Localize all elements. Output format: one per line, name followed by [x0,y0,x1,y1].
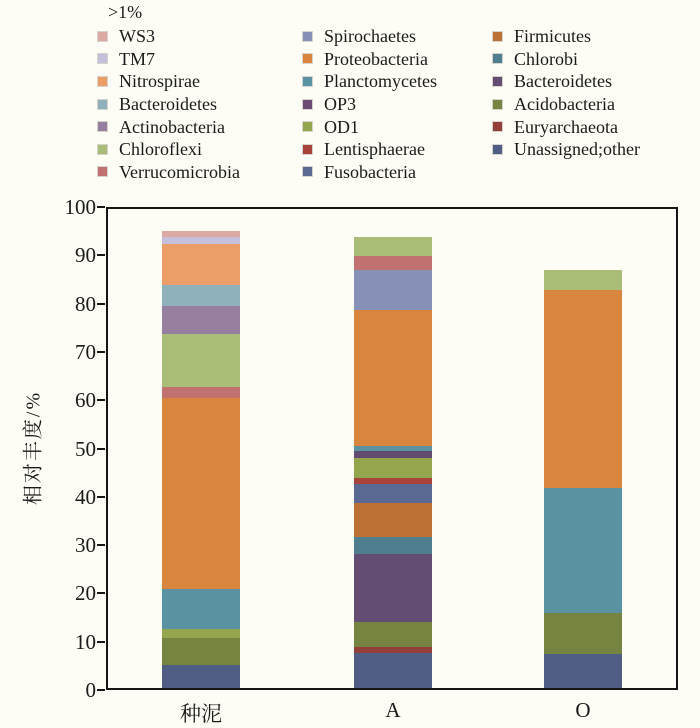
legend-swatch-icon [492,31,503,42]
legend-swatch-icon [302,31,313,42]
legend-swatch-icon [492,121,503,132]
y-tick-mark [97,399,105,401]
legend-item [97,48,240,71]
y-tick-label: 10 [75,629,96,654]
legend-item [97,70,240,93]
legend-item [97,115,240,138]
y-tick-mark [97,592,105,594]
legend-swatch-icon [302,166,313,177]
legend-item [302,93,437,116]
legend-swatch-icon [97,99,108,110]
legend-item [492,25,640,48]
legend-item [302,70,437,93]
legend-swatch-icon [97,166,108,177]
y-tick-mark [97,303,105,305]
legend-swatch-icon [302,53,313,64]
legend-label: OP3 [324,94,357,115]
legend-swatch-icon [302,121,313,132]
legend-item [302,161,437,184]
legend-item [97,161,240,184]
y-tick-label: 70 [75,339,96,364]
legend-label: Bacteroidetes [514,71,612,92]
legend-label: Acidobacteria [514,94,615,115]
y-tick-label: 80 [75,291,96,316]
y-tick-mark [97,351,105,353]
legend-label: TM7 [119,48,155,69]
y-tick-mark [97,206,105,208]
legend-title: >1% [108,2,143,22]
legend-label: Proteobacteria [324,48,428,69]
legend-swatch-icon [492,53,503,64]
legend-label: Nitrospirae [119,71,200,92]
legend-item [492,93,640,116]
y-tick-label: 60 [75,388,96,413]
legend-column-2 [302,25,437,183]
legend-item [302,115,437,138]
legend-label: Planctomycetes [324,71,437,92]
legend-swatch-icon [302,76,313,87]
y-tick-label: 40 [75,484,96,509]
legend-item [97,138,240,161]
legend-item [97,93,240,116]
legend-label: Spirochaetes [324,26,416,47]
legend-swatch-icon [492,99,503,110]
legend-label: Lentisphaerae [324,139,425,160]
legend-swatch-icon [97,121,108,132]
y-tick-mark [97,496,105,498]
legend-swatch-icon [302,144,313,155]
y-tick-label: 0 [85,678,96,702]
legend-label: Verrucomicrobia [119,161,240,182]
legend-label: Bacteroidetes [119,94,217,115]
legend-swatch-icon [97,31,108,42]
legend-item [492,115,640,138]
legend-label: OD1 [324,116,359,137]
legend-item [492,70,640,93]
legend-label: WS3 [119,26,155,47]
legend-label: Unassigned;other [514,139,640,160]
legend-item [97,25,240,48]
legend-label: Fusobacteria [324,161,416,182]
y-tick-label: 90 [75,243,96,268]
plot-area [106,207,678,690]
legend-label: Actinobacteria [119,116,225,137]
legend-column-3 [492,25,640,161]
legend-item [302,25,437,48]
legend-item [302,48,437,71]
legend-swatch-icon [97,144,108,155]
y-tick-mark [97,544,105,546]
legend-label: Chloroflexi [119,139,202,160]
legend-item [492,48,640,71]
x-tick-label: A [385,698,401,722]
y-tick-label: 100 [64,195,96,219]
legend-swatch-icon [492,144,503,155]
y-tick-mark [97,689,105,691]
legend-swatch-icon [97,53,108,64]
plot-frame [106,207,678,690]
y-tick-mark [97,448,105,450]
legend-column-1 [97,25,240,183]
legend-item [302,138,437,161]
y-tick-label: 50 [75,436,96,461]
legend-label: Chlorobi [514,48,579,69]
y-tick-label: 30 [75,533,96,558]
legend-label: Firmicutes [514,26,591,47]
x-tick-label: 种泥 [180,702,222,726]
x-tick-label: O [575,698,591,722]
legend-item [492,138,640,161]
y-tick-mark [97,254,105,256]
y-tick-mark [97,641,105,643]
y-axis-title: 相对丰度/% [22,390,45,506]
y-tick-label: 20 [75,581,96,606]
legend-label: Euryarchaeota [514,116,618,137]
legend-swatch-icon [97,76,108,87]
legend-swatch-icon [302,99,313,110]
legend-swatch-icon [492,76,503,87]
